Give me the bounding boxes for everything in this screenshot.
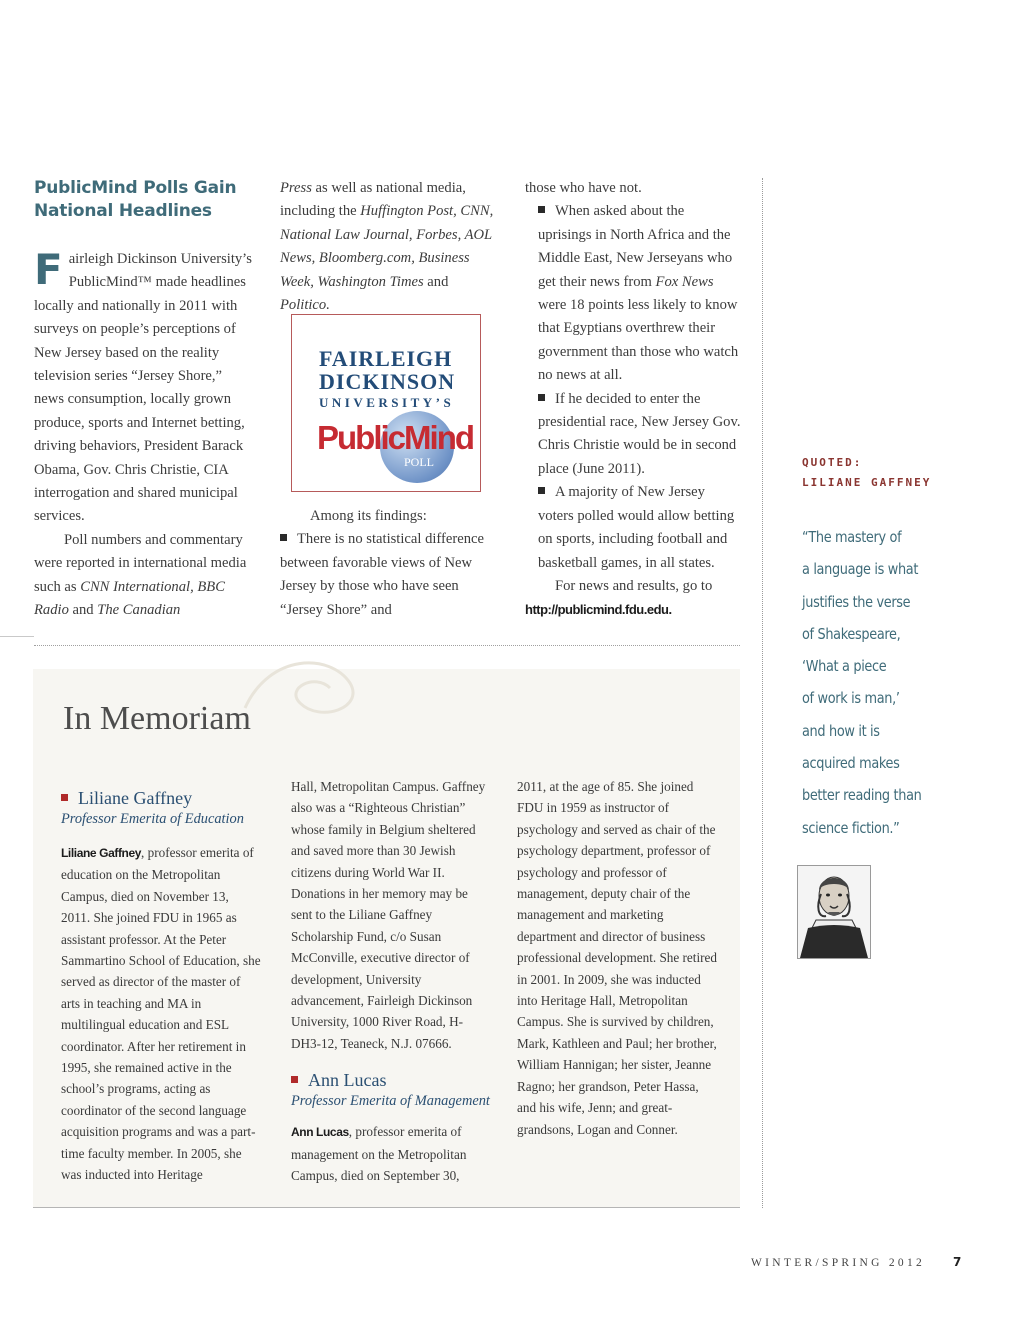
memoriam-column-2 [291,776,491,1187]
obituary-name-lucas [291,1069,491,1091]
finding-text: A majority of New Jersey voters polled would allow betting on sports, including football and basketball games, in all states. [538,484,735,571]
obituary-text-gaffney [61,842,261,1186]
bullet-icon [280,534,287,541]
quote-line: of Shakespeare, [802,624,901,643]
article-paragraph-1-text: airleigh Dickinson University’s PublicMind™ made headlines locally and nationally in 2011 with surveys on people’s perceptions of New Jersey based on the reality television series “Jersey Shore,” news consumption, locally grown produce, sports and Internet betting, driving behaviors, President Barack Obama, Gov. Chris Christie, CIA interrogation and shared municipal services. [34,251,252,525]
media-press: Press [280,180,312,196]
bullet-icon [538,394,545,401]
quote-line: ‘What a piece [802,657,887,676]
quote-line: better reading than [802,786,922,805]
quote-line: of work is man,’ [802,689,900,708]
finding-item [525,481,741,575]
shakespeare-portrait-icon [797,865,871,959]
quote-line: justifies the verse [802,592,911,611]
article-column-2 [280,177,495,317]
logo-publicmind [317,419,473,457]
logo-wordmark [319,347,455,393]
closing-text: For news and results, go to [555,577,713,594]
issue-footer: WINTER/SPRING 2012 [751,1257,926,1269]
name-text: Liliane Gaffney [78,788,193,808]
obituary-text-lucas-continued: 2011, at the age of 85. She joined FDU in 1959 as instructor of psychology and served as chair of the psychology department, professor of psychology and professor of management, deputy chair of the management and marketing department and director of business professional development. She retired in 2001. In 2009, she was inducted into Heritage Hall, Metropolitan Campus. She is survived by children, Mark, Kathleen and Paul; her brother, William Hannigan; her sister, Jeanne Ragno; her grandson, Peter Hassa, and his wife, Jenn; and great-grandsons, Logan and Conner. [517,779,717,1137]
obituary-text-lucas [291,1121,491,1186]
pull-quote [802,521,948,844]
publicmind-poll-logo [291,314,481,492]
column-divider [762,178,763,1208]
logo-mind: Mind [404,419,474,456]
finding-text: When asked about the uprisings in North Africa and the Middle East, New Jerseyans who get their news from [538,203,733,290]
conjunction: and [68,602,98,619]
quoted-label: QUOTED: [802,456,863,469]
page-number: 7 [953,1255,962,1269]
memoriam-column-1 [61,787,261,1186]
logo-line-dickinson: DICKINSON [319,369,456,394]
decorative-swirl-icon [240,648,370,728]
bullet-icon [291,1076,298,1083]
quote-line: a language is what [802,560,919,579]
media-cnn-international: CNN International, [80,578,194,595]
finding-1-continued: those who have not. [525,180,642,196]
findings-block [280,505,495,622]
quote-line: acquired makes [802,754,900,773]
obituary-body: , professor emerita of management on the Metropolitan Campus, died on September 30, [291,1124,467,1184]
article-headline: PublicMind Polls Gain National Headlines [34,178,237,221]
logo-line-fairleigh: FAIRLEIGH [319,346,453,371]
obituary-body: , professor emerita of education on the Metropolitan Campus, died on November 13, 2011. She joined FDU in 1965 as assistant professor. At the Peter Sammartino School of Education, she served as director of the master of arts in teaching and MA in multilingual education and ESL coordinator. After her retirement in 1995, she remained active in the school’s programs, acting as coordinator of the second language acquisition programs and was a part-time faculty member. In 2005, she was inducted into Heritage [61,845,261,1183]
finding-text: There is no statistical difference between favorable views of New Jersey by those who have seen “Jersey Shore” and [280,531,484,618]
quote-line: science fiction.” [802,818,900,837]
media-bbc-radio: BBC Radio [34,578,225,619]
media-the-canadian: The Canadian [97,602,181,619]
bold-name: Ann Lucas [291,1125,349,1140]
publicmind-url-link[interactable]: http://publicmind.fdu.edu. [525,602,672,618]
quoted-person-label: LILIANE GAFFNEY [802,476,932,489]
finding-text: If he decided to enter the presidential race, New Jersey Gov. Chris Christie would be in second place (June 2011). [538,390,741,477]
quote-line: and how it is [802,721,880,740]
article-paragraph-1 [34,245,252,529]
findings-intro: Among its findings: [310,508,427,524]
bullet-icon [538,206,545,213]
obituary-title-gaffney: Professor Emerita of Education [61,811,244,827]
media-list-paragraph [280,177,495,317]
finding-item [525,388,741,482]
memoriam-title: In Memoriam [63,700,251,737]
finding-item [280,528,495,622]
logo-public: Public [317,419,405,456]
logo-line-university: UNIVERSITY’S [319,395,455,410]
paragraph-2-text: Poll numbers and commentary were reported in international media such as [34,531,247,595]
finding-text: were 18 points less likely to know that Egyptians overthrew their government than those who watch no news at all. [538,297,739,384]
article-column-1 [34,245,252,623]
conjunction: and [423,273,449,290]
finding-item [525,200,741,387]
memoriam-column-3 [517,776,717,1140]
bullet-icon [538,487,545,494]
url-paragraph [525,598,741,622]
media-fox-news: Fox News [655,273,714,290]
quote-line: “The mastery of [802,528,902,546]
left-margin-rule [0,636,34,637]
bold-name: Liliane Gaffney [61,846,142,860]
article-column-3 [525,177,741,623]
logo-poll: POLL [404,455,434,469]
media-politico: Politico. [280,297,330,314]
section-divider [34,645,740,646]
obituary-name-gaffney [61,787,261,809]
media-intro-text: as well as national media, including the [280,180,466,220]
name-text: Ann Lucas [308,1070,387,1091]
obituary-text-gaffney-continued: Hall, Metropolitan Campus. Gaffney also was a “Righteous Christian” whose family in Belgium sheltered and saved more than 30 Jewish citizens during World War II. Donations in her memory may be sent to the Liliane Gaffney Scholarship Fund, c/o Susan McConville, executive director of development, University advancement, Fairleigh Dickinson University, 1000 River Road, H-DH3-12, Teaneck, N.J. 07666. [291,779,486,1051]
article-paragraph-2 [34,529,252,623]
drop-cap: F [34,245,63,294]
obituary-title-lucas: Professor Emerita of Management [291,1093,490,1110]
media-list: Huffington Post, CNN, National Law Journal, Forbes, AOL News, Bloomberg.com, Business Week, Washington Times [280,203,494,290]
bullet-icon [61,794,68,801]
